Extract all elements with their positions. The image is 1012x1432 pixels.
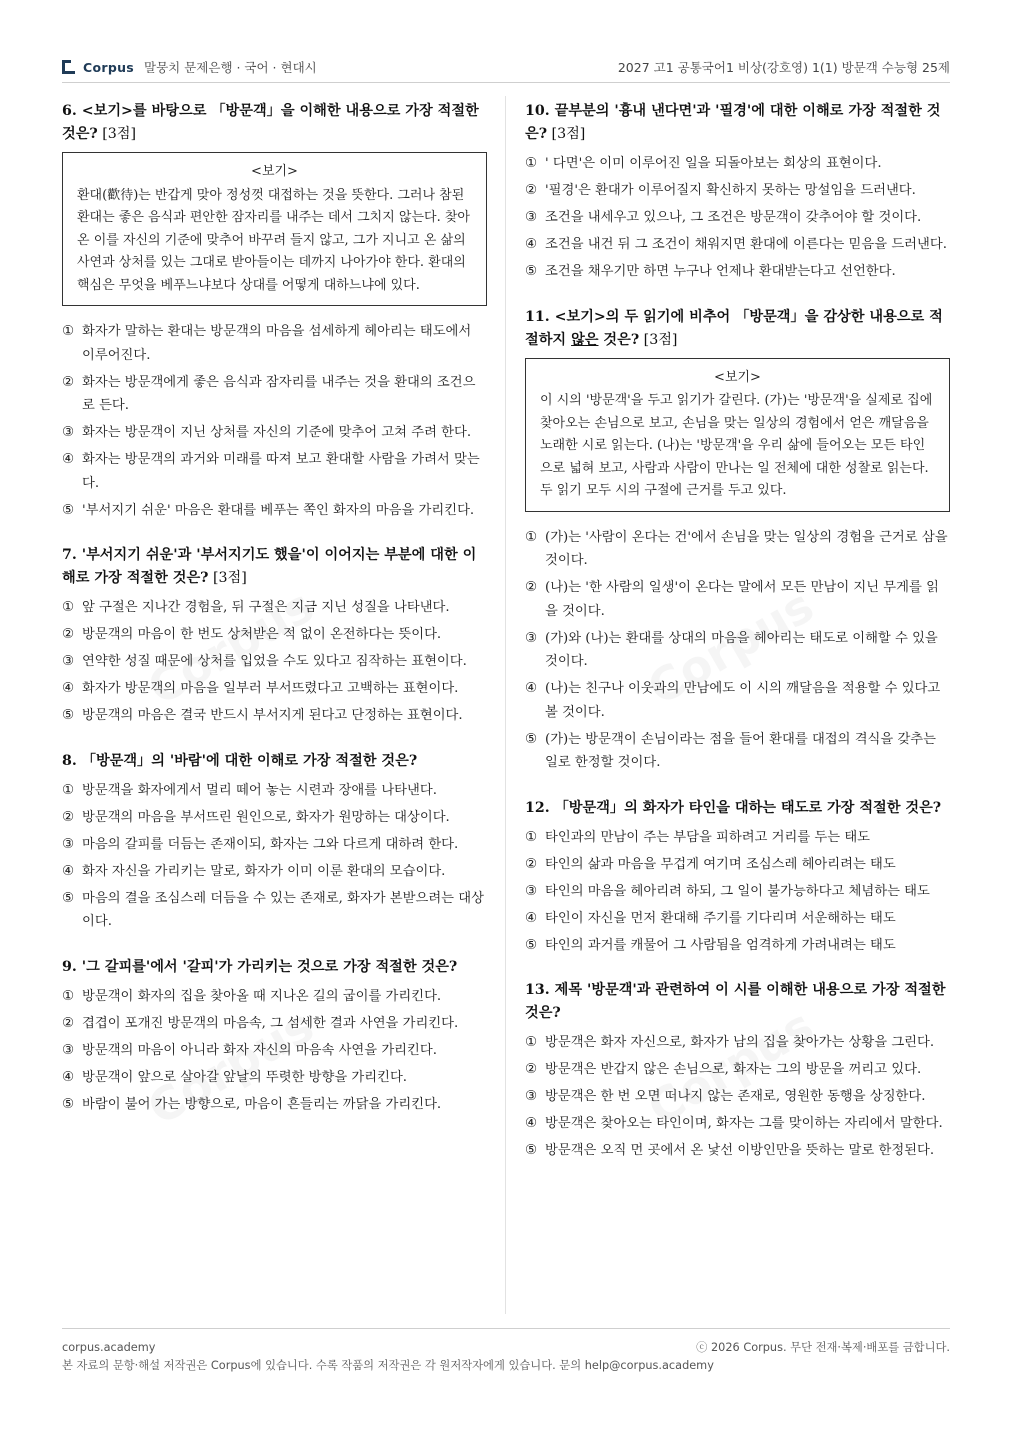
answer-options bbox=[62, 779, 487, 934]
option-text: 방문객은 화자 자신으로, 화자가 남의 집을 찾아가는 상황을 그린다. bbox=[545, 1035, 935, 1050]
option-number: ① bbox=[62, 324, 74, 339]
option-number: ③ bbox=[525, 630, 537, 646]
answer-option[interactable] bbox=[62, 623, 487, 647]
answer-option[interactable] bbox=[62, 833, 487, 857]
answer-option[interactable] bbox=[525, 1139, 950, 1163]
question-title bbox=[62, 100, 487, 146]
option-number: ② bbox=[62, 1015, 74, 1031]
option-number: ④ bbox=[62, 1069, 74, 1085]
answer-option[interactable] bbox=[525, 576, 950, 623]
option-number: ④ bbox=[62, 681, 74, 696]
answer-options bbox=[62, 320, 487, 522]
question-stem-end: 것은? bbox=[598, 331, 640, 348]
option-text: (가)와 (나)는 환대를 상대의 마음을 헤아리는 태도로 이해할 수 있을 것이다. bbox=[545, 630, 938, 669]
option-number: ③ bbox=[62, 836, 74, 852]
answer-option[interactable] bbox=[62, 806, 487, 830]
option-text: 방문객은 반갑지 않은 손님으로, 화자는 그의 방문을 꺼리고 있다. bbox=[545, 1062, 922, 1077]
option-text: 바람이 불어 가는 방향으로, 마음이 흔들리는 까닭을 가리킨다. bbox=[82, 1096, 442, 1112]
question-title bbox=[62, 750, 487, 773]
bogi-text: 이 시의 '방문객'을 두고 읽기가 갈린다. (가)는 '방문객'을 실제로 집에 찾아오는 손님으로 보고, 손님을 맞는 일상의 경험에서 얻은 깨달음을 노래한 시로 읽는다. (나)는 '방문객'을 우리 삶에 들어오는 모든 타인으로 넓혀 보고, 사람과 사람이 만나는 일 전체에 대한 성찰로 읽는다. 두 읽기 모두 시의 구절에 근거를 두고 있다. bbox=[540, 393, 933, 498]
bogi-title: <보기> bbox=[714, 369, 761, 385]
question-block bbox=[525, 100, 950, 284]
answer-option[interactable] bbox=[525, 826, 950, 850]
option-text: 방문객을 화자에게서 멀리 떼어 놓는 시련과 장애를 나타낸다. bbox=[82, 782, 437, 798]
answer-options bbox=[62, 596, 487, 728]
question-block bbox=[62, 956, 487, 1117]
option-number: ③ bbox=[525, 210, 537, 225]
option-text: 화자 자신을 가리키는 말로, 화자가 이미 이룬 환대의 모습이다. bbox=[82, 863, 446, 879]
answer-option[interactable] bbox=[525, 206, 950, 230]
answer-option[interactable] bbox=[62, 650, 487, 674]
answer-option[interactable] bbox=[62, 1012, 487, 1036]
option-number: ① bbox=[525, 156, 537, 171]
question-title bbox=[525, 306, 950, 352]
option-number: ④ bbox=[525, 910, 537, 926]
question-title bbox=[525, 979, 950, 1025]
answer-option[interactable] bbox=[525, 934, 950, 958]
question-stem: 6. <보기>를 바탕으로 「방문객」을 이해한 내용으로 가장 적절한 것은? bbox=[62, 103, 479, 142]
question-block bbox=[525, 797, 950, 958]
answer-option[interactable] bbox=[525, 526, 950, 573]
footer-copyright: ⓒ 2026 Corpus. 무단 전재·복제·배포를 금합니다. bbox=[696, 1341, 950, 1354]
question-stem: 13. 제목 '방문객'과 관련하여 이 시를 이해한 내용으로 가장 적절한 것은? bbox=[525, 982, 946, 1021]
option-number: ③ bbox=[525, 883, 537, 899]
option-number: ④ bbox=[62, 452, 74, 467]
option-text: (가)는 방문객이 손님이라는 점을 들어 환대를 대접의 격식을 갖추는 일로 한정할 것이다. bbox=[545, 731, 936, 770]
option-text: (나)는 친구나 이웃과의 만남에도 이 시의 깨달음을 적용할 수 있다고 볼 것이다. bbox=[545, 681, 941, 720]
answer-option[interactable] bbox=[62, 421, 487, 445]
answer-option[interactable] bbox=[62, 1039, 487, 1063]
answer-options bbox=[525, 1031, 950, 1163]
option-text: 방문객의 마음이 아니라 화자 자신의 마음속 사연을 가리킨다. bbox=[82, 1042, 437, 1058]
option-text: 방문객은 한 번 오면 떠나지 않는 존재로, 영원한 동행을 상징한다. bbox=[545, 1089, 926, 1104]
option-number: ① bbox=[62, 600, 74, 615]
option-number: ⑤ bbox=[525, 731, 537, 747]
answer-option[interactable] bbox=[62, 448, 487, 495]
answer-option[interactable] bbox=[525, 1031, 950, 1055]
answer-option[interactable] bbox=[62, 596, 487, 620]
question-block bbox=[525, 306, 950, 775]
option-text: 화자는 방문객에게 좋은 음식과 잠자리를 내주는 것을 환대의 조건으로 든다. bbox=[82, 374, 476, 413]
option-text: 조건을 내세우고 있으나, 그 조건은 방문객이 갖추어야 할 것이다. bbox=[545, 210, 922, 225]
option-text: 연약한 성질 때문에 상처를 입었을 수도 있다고 짐작하는 표현이다. bbox=[82, 654, 467, 669]
option-text: 타인의 마음을 헤아리려 하되, 그 일이 불가능하다고 체념하는 태도 bbox=[545, 883, 930, 899]
option-text: 마음의 갈피를 더듬는 존재이되, 화자는 그와 다르게 대하려 한다. bbox=[82, 836, 459, 852]
question-points: [3점] bbox=[639, 331, 678, 348]
answer-option[interactable] bbox=[62, 320, 487, 367]
answer-option[interactable] bbox=[525, 1058, 950, 1082]
answer-option[interactable] bbox=[62, 985, 487, 1009]
answer-option[interactable] bbox=[525, 152, 950, 176]
question-block bbox=[62, 100, 487, 522]
left-column bbox=[62, 100, 487, 1138]
question-stem: 9. '그 갈피를'에서 '갈피'가 가리키는 것으로 가장 적절한 것은? bbox=[62, 958, 458, 975]
question-title bbox=[525, 797, 950, 820]
answer-option[interactable] bbox=[62, 860, 487, 884]
option-number: ④ bbox=[525, 681, 537, 696]
option-text: 타인의 과거를 캐물어 그 사람됨을 엄격하게 가려내려는 태도 bbox=[545, 937, 896, 953]
option-text: 조건을 내건 뒤 그 조건이 채워지면 환대에 이른다는 믿음을 드러낸다. bbox=[545, 237, 947, 252]
question-block bbox=[525, 979, 950, 1163]
answer-option[interactable] bbox=[525, 179, 950, 203]
footer-notice: 본 자료의 문항·해설 저작권은 Corpus에 있습니다. 수록 작품의 저작권은 각 원저작자에게 있습니다. 문의 help@corpus.academy bbox=[62, 1359, 714, 1372]
answer-option[interactable] bbox=[62, 1093, 487, 1117]
option-text: 조건을 채우기만 하면 누구나 언제나 환대받는다고 선언한다. bbox=[545, 264, 896, 279]
option-number: ⑤ bbox=[62, 890, 74, 906]
option-number: ② bbox=[62, 374, 74, 390]
option-text: 방문객의 마음은 결국 반드시 부서지게 된다고 단정하는 표현이다. bbox=[82, 708, 463, 723]
answer-option[interactable] bbox=[62, 371, 487, 418]
option-text: 타인의 삶과 마음을 무겁게 여기며 조심스레 헤아리려는 태도 bbox=[545, 856, 896, 872]
option-text: (나)는 '한 사람의 일생'이 온다는 말에서 모든 만남이 지닌 무게를 읽을 것이다. bbox=[545, 580, 939, 619]
option-text: 타인과의 만남이 주는 부담을 피하려고 거리를 두는 태도 bbox=[545, 829, 871, 845]
option-number: ⑤ bbox=[525, 937, 537, 953]
corpus-logo-icon bbox=[62, 60, 75, 74]
option-text: 화자가 방문객의 마음을 일부러 부서뜨렸다고 고백하는 표현이다. bbox=[82, 681, 459, 696]
option-number: ② bbox=[525, 856, 537, 872]
answer-option[interactable] bbox=[62, 677, 487, 701]
answer-option[interactable] bbox=[62, 704, 487, 728]
option-number: ⑤ bbox=[62, 502, 74, 518]
bogi-text: 환대(歡待)는 반갑게 맞아 정성껏 대접하는 것을 뜻한다. 그러나 참된 환대는 좋은 음식과 편안한 잠자리를 내주는 데서 그치지 않는다. 찾아온 이를 자신의 기준에 맞추어 바꾸려 들지 않고, 그가 지니고 온 삶의 사연과 상처를 있는 그대로 받아들이는 데까지 나아가야 한다. 환대의 핵심은 무엇을 베푸느냐보다 상대를 어떻게 대하느냐에 있다. bbox=[77, 187, 470, 293]
question-points: [3점] bbox=[97, 126, 137, 142]
option-number: ② bbox=[525, 580, 537, 595]
option-text: 방문객의 마음이 한 번도 상처받은 적 없이 온전하다는 뜻이다. bbox=[82, 627, 442, 642]
right-column bbox=[525, 100, 950, 1185]
answer-option[interactable] bbox=[62, 1066, 487, 1090]
option-number: ③ bbox=[62, 1042, 74, 1058]
answer-option[interactable] bbox=[525, 728, 950, 775]
option-number: ② bbox=[525, 183, 537, 198]
footer-site: corpus.academy bbox=[62, 1341, 156, 1354]
option-number: ⑤ bbox=[62, 1096, 74, 1112]
answer-option[interactable] bbox=[525, 233, 950, 257]
option-number: ② bbox=[62, 627, 74, 642]
page-header bbox=[62, 56, 950, 83]
option-number: ③ bbox=[62, 425, 74, 440]
option-number: ⑤ bbox=[525, 264, 537, 279]
question-points: [3점] bbox=[547, 126, 586, 142]
answer-option[interactable] bbox=[62, 499, 487, 523]
option-number: ③ bbox=[525, 1089, 537, 1104]
answer-options bbox=[525, 526, 950, 775]
question-points: [3점] bbox=[208, 570, 247, 586]
option-text: 방문객이 앞으로 살아갈 앞날의 뚜렷한 방향을 가리킨다. bbox=[82, 1069, 408, 1085]
option-text: 타인이 자신을 먼저 환대해 주기를 기다리며 서운해하는 태도 bbox=[545, 910, 896, 926]
brand-name: Corpus bbox=[83, 59, 135, 75]
answer-options bbox=[62, 985, 487, 1117]
answer-option[interactable] bbox=[62, 779, 487, 803]
question-stem: 12. 「방문객」의 화자가 타인을 대하는 태도로 가장 적절한 것은? bbox=[525, 799, 942, 816]
header-exam-info: 2027 고1 공통국어1 비상(강호영) 1(1) 방문객 수능형 25제 bbox=[617, 60, 950, 75]
option-number: ② bbox=[62, 809, 74, 825]
option-number: ① bbox=[525, 829, 537, 845]
question-stem: 8. 「방문객」의 '바람'에 대한 이해로 가장 적절한 것은? bbox=[62, 752, 418, 769]
option-number: ⑤ bbox=[62, 708, 74, 723]
option-number: ④ bbox=[525, 1116, 537, 1131]
answer-option[interactable] bbox=[62, 887, 487, 934]
option-text: (가)는 '사람이 온다는 건'에서 손님을 맞는 일상의 경험을 근거로 삼을 것이다. bbox=[545, 529, 948, 568]
option-number: ① bbox=[525, 1035, 537, 1050]
option-number: ④ bbox=[62, 863, 74, 879]
question-title bbox=[525, 100, 950, 146]
option-text: '필경'은 환대가 이루어질지 확신하지 못하는 망설임을 드러낸다. bbox=[545, 183, 916, 198]
answer-options bbox=[525, 826, 950, 958]
page-footer bbox=[62, 1328, 950, 1375]
question-emphasis: 않은 bbox=[571, 331, 599, 348]
question-block bbox=[62, 544, 487, 728]
option-number: ⑤ bbox=[525, 1143, 537, 1158]
question-stem: 11. <보기>의 두 읽기에 비추어 「방문객」을 감상한 내용으로 적절하지 bbox=[525, 308, 943, 348]
option-number: ① bbox=[62, 782, 74, 798]
option-text: 겹겹이 포개진 방문객의 마음속, 그 섬세한 결과 사연을 가리킨다. bbox=[82, 1015, 459, 1031]
answer-option[interactable] bbox=[525, 260, 950, 284]
option-text: 방문객의 마음을 부서뜨린 원인으로, 화자가 원망하는 대상이다. bbox=[82, 809, 450, 825]
answer-option[interactable] bbox=[525, 627, 950, 674]
option-text: ' 다면'은 이미 이루어진 일을 되돌아보는 회상의 표현이다. bbox=[545, 156, 882, 171]
answer-option[interactable] bbox=[525, 677, 950, 724]
option-number: ② bbox=[525, 1062, 537, 1077]
answer-options bbox=[525, 152, 950, 284]
bogi-box bbox=[525, 358, 950, 512]
answer-option[interactable] bbox=[525, 880, 950, 904]
option-text: 화자는 방문객이 지닌 상처를 자신의 기준에 맞추어 고쳐 주려 한다. bbox=[82, 425, 472, 440]
option-text: 화자는 방문객의 과거와 미래를 따져 보고 환대할 사람을 가려서 맞는다. bbox=[82, 452, 480, 491]
option-text: 방문객은 찾아오는 타인이며, 화자는 그를 맞이하는 자리에서 말한다. bbox=[545, 1116, 943, 1131]
bogi-box bbox=[62, 152, 487, 306]
option-text: 방문객은 오직 먼 곳에서 온 낯선 이방인만을 뜻하는 말로 한정된다. bbox=[545, 1143, 935, 1158]
option-number: ③ bbox=[62, 654, 74, 669]
answer-option[interactable] bbox=[525, 1112, 950, 1136]
question-block bbox=[62, 750, 487, 934]
option-text: 마음의 결을 조심스레 더듬을 수 있는 존재로, 화자가 본받으려는 대상이다. bbox=[82, 890, 484, 929]
answer-option[interactable] bbox=[525, 853, 950, 877]
option-text: 화자가 말하는 환대는 방문객의 마음을 섬세하게 헤아리는 태도에서 이루어진다. bbox=[82, 324, 472, 363]
question-title bbox=[62, 544, 487, 590]
option-text: 방문객이 화자의 집을 찾아올 때 지나온 길의 굽이를 가리킨다. bbox=[82, 988, 442, 1004]
option-number: ① bbox=[525, 529, 537, 545]
answer-option[interactable] bbox=[525, 907, 950, 931]
header-subtitle: 말뭉치 문제은행 · 국어 · 현대시 bbox=[144, 60, 317, 75]
option-number: ④ bbox=[525, 237, 537, 252]
question-title bbox=[62, 956, 487, 979]
column-divider bbox=[505, 96, 506, 1314]
bogi-title: <보기> bbox=[251, 164, 298, 179]
answer-option[interactable] bbox=[525, 1085, 950, 1109]
option-number: ① bbox=[62, 988, 74, 1004]
question-stem: 7. '부서지기 쉬운'과 '부서지기도 했을'이 이어지는 부분에 대한 이해로 가장 적절한 것은? bbox=[62, 547, 477, 586]
question-stem: 10. 끝부분의 '흉내 낸다면'과 '필경'에 대한 이해로 가장 적절한 것은? bbox=[525, 103, 941, 142]
option-text: '부서지기 쉬운' 마음은 환대를 베푸는 쪽인 화자의 마음을 가리킨다. bbox=[82, 502, 475, 518]
option-text: 앞 구절은 지나간 경험을, 뒤 구절은 지금 지닌 성질을 나타낸다. bbox=[82, 600, 450, 615]
